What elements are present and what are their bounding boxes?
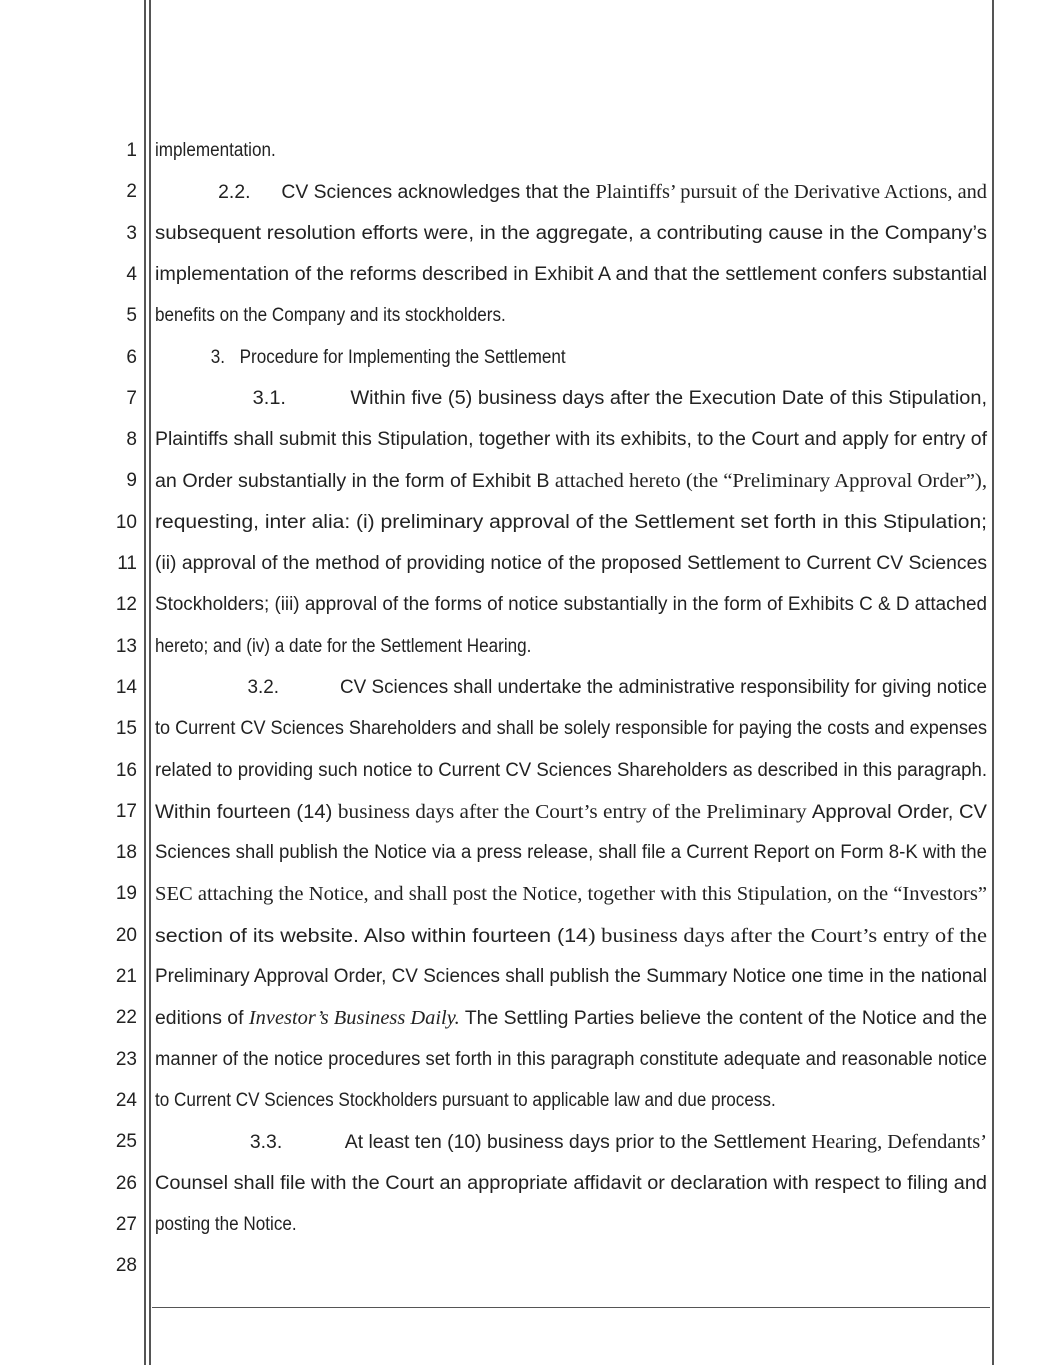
line-text: to Current CV Sciences Stockholders pursuant to applicable law and due process. [155,1089,776,1111]
line-text: manner of the notice procedures set forth in this paragraph constitute adequate and reasonable notice [155,1048,987,1070]
footer-rule [152,1307,990,1308]
line-text: Procedure for Implementing the Settlement [239,346,566,368]
line-text: Sciences shall publish the Notice via a press release, shall file a Current Report on Form 8-K with the [155,842,987,864]
text-line [155,1173,987,1197]
text-line [155,760,987,784]
line-text: Within five (5) business days after the Execution Date of this Stipulation, [350,387,988,409]
text-line [155,429,987,453]
line-number: 15 [115,718,137,740]
line-text: Counsel shall file with the Court an appropriate affidavit or declaration with respect to filing and [155,1172,987,1194]
line-text-serif: attached hereto (the “Preliminary Approval Order”), [554,470,987,493]
line-text: CV Sciences shall undertake the administrative responsibility for giving notice [339,676,987,698]
line-number: 19 [115,883,137,905]
line-number: 6 [126,346,137,368]
line-number: 18 [115,842,137,864]
line-number: 11 [117,553,137,574]
line-number: 3 [126,222,137,244]
line-text-serif: Plaintiffs’ pursuit of the Derivative Actions, and [595,181,987,204]
line-text: related to providing such notice to Current CV Sciences Shareholders as described in this paragraph. [155,759,987,781]
line-number: 12 [115,594,137,616]
line-number: 21 [115,966,137,987]
line-number: 9 [126,470,137,492]
left-margin-rule-inner [149,0,151,1365]
publication-title: Investor’s Business Daily. [248,1007,460,1030]
text-line [155,470,987,494]
text-line [155,1007,987,1031]
section-number: 3.3. [249,1132,283,1154]
line-text: Stockholders; (iii) approval of the forms of notice substantially in the form of Exhibits C & D attached [155,594,987,616]
text-line [155,140,987,164]
line-number: 5 [126,305,137,327]
text-line [155,594,987,618]
text-line [155,636,987,660]
text-line [155,966,987,990]
text-line [155,553,987,577]
line-text: implementation of the reforms described in Exhibit A and that the settlement confers substantial [155,263,987,285]
line-number: 4 [126,263,137,285]
line-number: 16 [115,759,137,781]
text-line [155,883,987,907]
line-text: Preliminary Approval Order, CV Sciences shall publish the Summary Notice one time in the national [155,966,987,987]
line-number: 25 [115,1131,137,1153]
line-text-serif: Hearing, Defendants’ [811,1131,988,1154]
text-line [155,1090,987,1114]
line-number: 10 [115,511,137,533]
line-number: 26 [115,1172,137,1194]
line-text: Plaintiffs shall submit this Stipulation, together with its exhibits, to the Court and apply for entry of [155,429,987,451]
text-line [155,1131,987,1155]
line-text: (ii) approval of the method of providing notice of the proposed Settlement to Current CV Sciences [155,553,987,574]
line-number: 23 [115,1048,137,1070]
section-number: 3. [210,346,226,368]
text-line [155,801,987,825]
line-text: section of its website. Also within fourteen (14 [155,925,589,947]
right-margin-rule [992,0,994,1365]
line-number: 17 [115,800,137,822]
line-text: to Current CV Sciences Shareholders and shall be solely responsible for paying the costs and expenses [155,718,987,740]
text-line [155,718,987,742]
line-text: Within fourteen (14) [155,801,338,823]
line-text: The Settling Parties believe the content of the Notice and the [459,1008,987,1030]
section-number: 3.1. [252,387,286,409]
text-line [155,677,987,701]
line-text: hereto; and (iv) a date for the Settlement Hearing. [155,635,532,657]
line-text: At least ten (10) business days prior to the Settlement [344,1132,812,1154]
line-number: 28 [115,1255,137,1277]
line-number: 8 [126,429,137,451]
text-line [155,512,987,536]
line-number: 27 [115,1213,137,1235]
section-number: 2.2. [218,182,251,204]
line-text: benefits on the Company and its stockholders. [155,305,506,327]
text-line [155,181,987,205]
text-line [155,1214,987,1238]
line-text: editions of [155,1008,249,1030]
text-line [155,925,987,949]
line-number: 20 [115,924,137,946]
line-text: subsequent resolution efforts were, in the aggregate, a contributing cause in the Company’s [155,222,987,244]
text-line [155,305,987,329]
line-text: posting the Notice. [155,1213,297,1235]
text-line [155,1049,987,1073]
line-text-serif: business days after the Court’s entry of the Preliminary [337,800,812,823]
text-line [155,842,987,866]
line-text: an Order substantially in the form of Exhibit B [155,471,555,493]
line-number: 14 [115,676,137,698]
line-text-serif: SEC attaching the Notice, and shall post the Notice, together with this Stipulation, on the “Investors” [155,883,987,906]
line-number: 7 [126,387,137,409]
text-line [155,388,987,412]
line-number: 1 [126,140,137,161]
line-text: Approval Order, CV [811,801,987,823]
text-line [155,264,987,288]
text-line [155,347,987,371]
line-text: implementation. [155,140,276,161]
line-number: 24 [115,1089,137,1111]
line-text-serif: ) business days after the Court’s entry of the [588,924,987,947]
section-number: 3.2. [247,676,280,698]
line-number: 22 [115,1007,137,1029]
text-line [155,223,987,247]
left-margin-rule-outer [144,0,146,1365]
line-number: 13 [115,635,137,657]
line-text: CV Sciences acknowledges that the [281,182,596,204]
line-number: 2 [126,181,137,203]
line-text: requesting, inter alia: (i) preliminary approval of the Settlement set forth in this Stipulation; [155,511,988,533]
